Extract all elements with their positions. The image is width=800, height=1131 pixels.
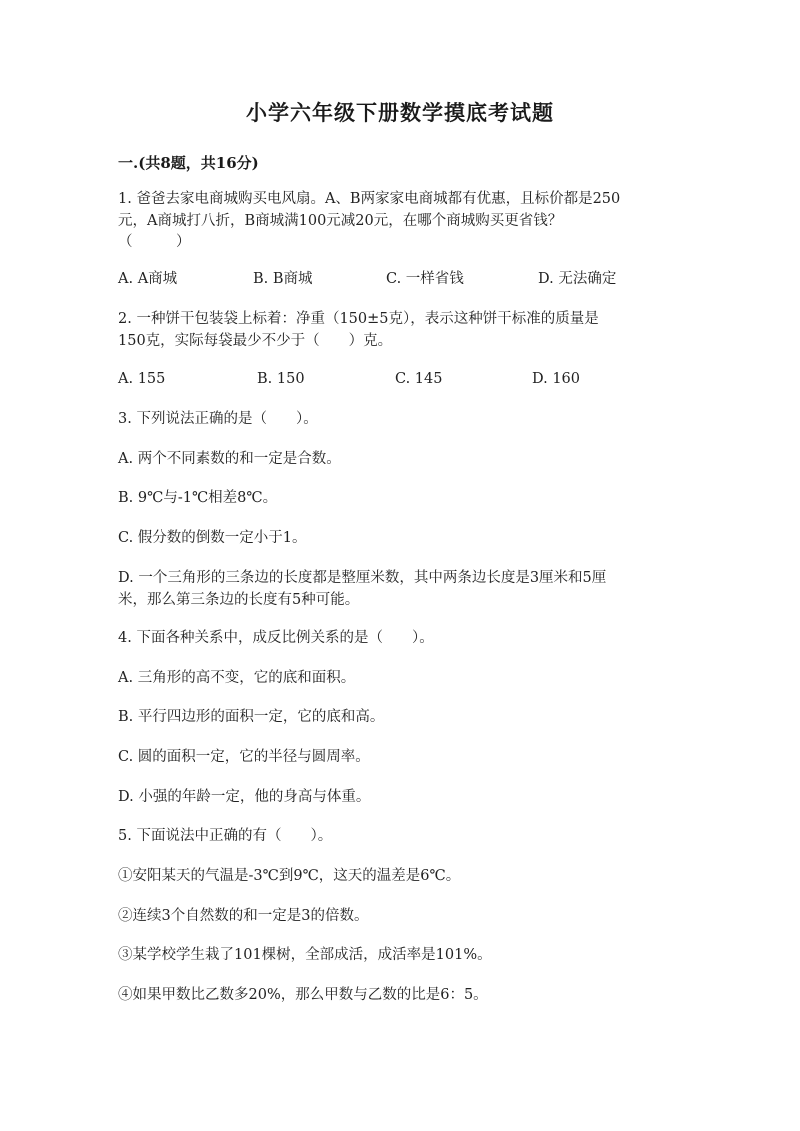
q3-option-d-line-2: 米，那么第三条边的长度有5种可能。: [118, 592, 360, 608]
q2-option-d: D. 160: [532, 371, 581, 387]
q1-option-c: C. 一样省钱: [386, 271, 464, 287]
q5-statement-2: ②连续3个自然数的和一定是3的倍数。: [118, 908, 369, 924]
page-title: 小学六年级下册数学摸底考试题: [246, 100, 554, 125]
q3-option-d-line-1: D. 一个三角形的三条边的长度都是整厘米数，其中两条边长度是3厘米和5厘: [118, 570, 607, 586]
q1-stem-line-2: 元，A商城打八折，B商城满100元减20元，在哪个商城购买更省钱？: [118, 213, 563, 229]
q5-statement-4: ④如果甲数比乙数多20%，那么甲数与乙数的比是6：5。: [118, 987, 488, 1003]
q1-option-a: A. A商城: [118, 271, 178, 287]
q2-stem-line-1: 2. 一种饼干包装袋上标着：净重（150±5克），表示这种饼干标准的质量是: [118, 311, 599, 327]
q4-option-d: D. 小强的年龄一定，他的身高与体重。: [118, 789, 371, 805]
q3-option-c: C. 假分数的倒数一定小于1。: [118, 530, 307, 546]
q4-option-b: B. 平行四边形的面积一定，它的底和高。: [118, 709, 385, 725]
q5-stem: 5. 下面说法中正确的有（ ）。: [118, 828, 333, 844]
q1-option-b: B. B商城: [253, 271, 313, 287]
q1-stem-line-1: 1. 爸爸去家电商城购买电风扇。A、B两家家电商城都有优惠，且标价都是250: [118, 191, 621, 207]
q3-option-b: B. 9℃与-1℃相差8℃。: [118, 490, 278, 506]
q5-statement-3: ③某学校学生栽了101棵树，全部成活，成活率是101%。: [118, 947, 492, 963]
section-heading: 一.(共8题，共16分): [118, 154, 259, 172]
q4-stem: 4. 下面各种关系中，成反比例关系的是（ ）。: [118, 630, 434, 646]
q3-option-a: A. 两个不同素数的和一定是合数。: [118, 451, 341, 467]
q5-statement-1: ①安阳某天的气温是-3℃到9℃，这天的温差是6℃。: [118, 868, 461, 884]
q1-option-d: D. 无法确定: [538, 271, 617, 287]
q4-option-c: C. 圆的面积一定，它的半径与圆周率。: [118, 749, 370, 765]
q2-option-c: C. 145: [395, 371, 443, 387]
q4-option-a: A. 三角形的高不变，它的底和面积。: [118, 670, 356, 686]
q1-answer-blank: （ ）: [118, 234, 191, 250]
q2-option-b: B. 150: [257, 371, 305, 387]
q2-stem-line-2: 150克，实际每袋最少不少于（ ）克。: [118, 333, 393, 349]
q3-stem: 3. 下列说法正确的是（ ）。: [118, 411, 318, 427]
q2-option-a: A. 155: [118, 371, 166, 387]
